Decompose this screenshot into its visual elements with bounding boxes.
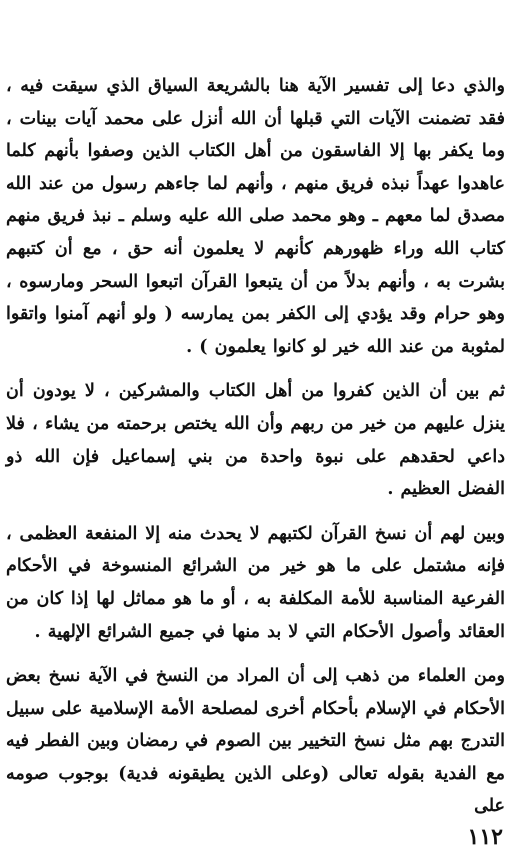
paragraph-4: ومن العلماء من ذهب إلى أن المراد من النسخ في الآية نسخ بعض الأحكام في الإسلام بأحكام أخرى لمصلحة الأمة الإسلامية على سبيل التدرج بهم مثل نسخ التخيير بين الصوم في رمضان وبين الفطر فيه مع الفدية بقوله تعالى (وعلى الذين يطيقونه فدية) بوجوب صومه على [6,666,505,817]
paragraph-3: وبين لهم أن نسخ القرآن لكتبهم لا يحدث منه إلا المنفعة العظمى ، فإنه مشتمل على ما هو خير من الشرائع المنسوخة في الأحكام الفرعية المناسبة للأمة المكلفة به ، أو ما هو مماثل لها إذا كان من العقائد وأصول الأحكام التي لا بد منها في جميع الشرائع الإلهية . [6,523,505,642]
page-number: ١١٢ [467,824,503,850]
body-text [6,70,505,823]
paragraph-1: والذي دعا إلى تفسير الآية هنا بالشريعة السياق الذي سيقت فيه ، فقد تضمنت الآيات التي قبلها أن الله أنزل على محمد آيات بينات ، وما يكفر بها إلا الفاسقون من أهل الكتاب الذين وصفوا بأنهم كلما عاهدوا عهداً نبذه فريق منهم ، وأنهم لما جاءهم رسول من عند الله مصدق لما معهم ـ وهو محمد صلى الله عليه وسلم ـ نبذ فريق منهم كتاب الله وراء ظهورهم كأنهم لا يعلمون أنه حق ، مع أن كتبهم بشرت به ، وأنهم بدلاً من أن يتبعوا القرآن اتبعوا السحر ومارسوه ، وهو حرام وقد يؤدي إلى الكفر بمن يمارسه ( ولو أنهم آمنوا واتقوا لمثوبة من عند الله خير لو كانوا يعلمون ) . [6,76,505,357]
paragraph-2: ثم بين أن الذين كفروا من أهل الكتاب والمشركين ، لا يودون أن ينزل عليهم من خير من ربهم وأن الله يختص برحمته من يشاء ، فلا داعي لحقدهم على نبوة واحدة من بني إسماعيل فإن الله ذو الفضل العظيم . [6,381,505,500]
